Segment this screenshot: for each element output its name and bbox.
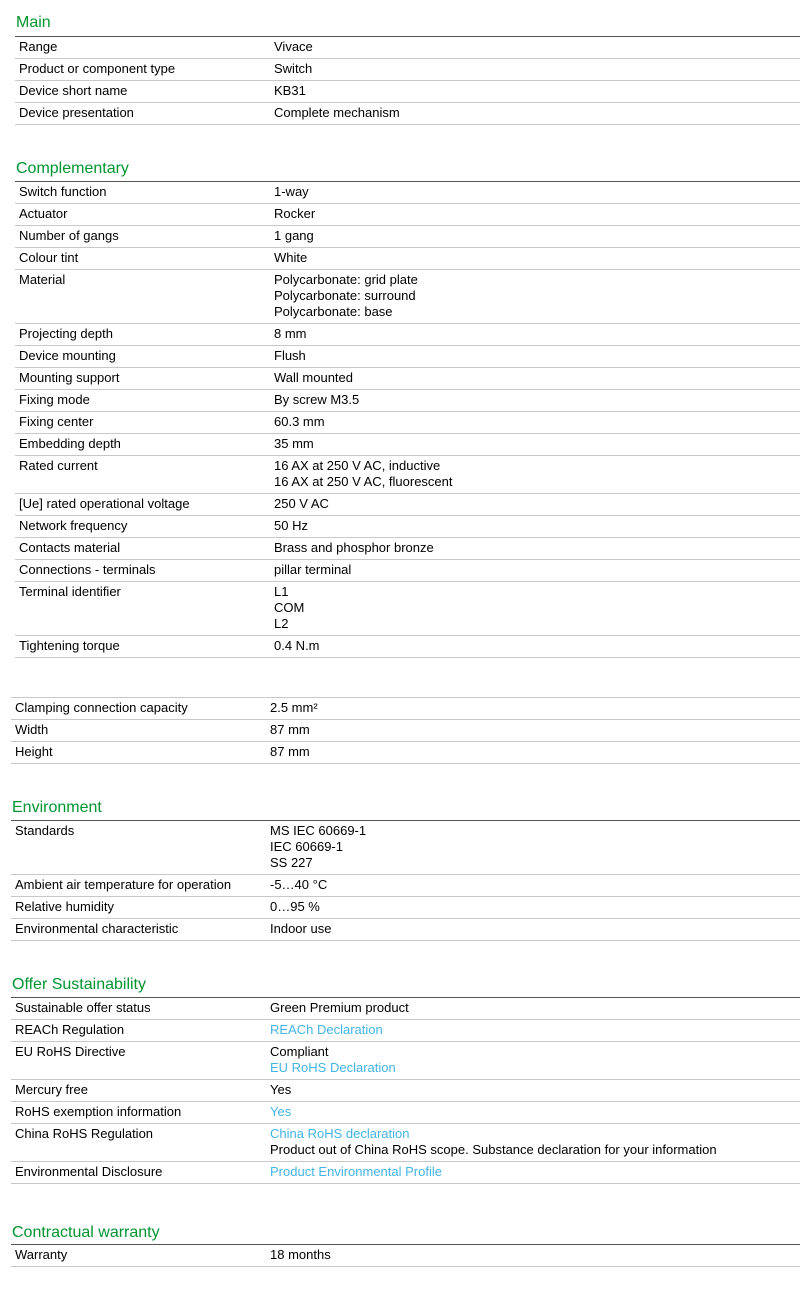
spec-table xyxy=(15,181,800,658)
spec-label: Switch function xyxy=(15,182,270,204)
section-title: Main xyxy=(16,14,51,31)
spec-row xyxy=(15,248,800,270)
spec-value xyxy=(266,698,800,720)
spec-label: EU RoHS Directive xyxy=(11,1042,266,1080)
spec-row xyxy=(15,516,800,538)
spec-value xyxy=(270,324,800,346)
spec-row xyxy=(15,456,800,494)
spec-value xyxy=(270,560,800,582)
spec-row xyxy=(15,494,800,516)
spec-value-link[interactable]: EU RoHS Declaration xyxy=(270,1060,396,1075)
spec-label: Range xyxy=(15,37,270,59)
spec-row xyxy=(15,582,800,636)
spec-row xyxy=(15,37,800,59)
spec-value-line: 1-way xyxy=(274,184,309,199)
spec-value-line: KB31 xyxy=(274,83,306,98)
spec-row xyxy=(11,720,800,742)
spec-label: Device mounting xyxy=(15,346,270,368)
spec-value-line: Green Premium product xyxy=(270,1000,409,1015)
spec-value-line: pillar terminal xyxy=(274,562,352,577)
spec-value-line: COM xyxy=(274,600,305,615)
spec-row xyxy=(11,1020,800,1042)
spec-value xyxy=(266,1245,800,1267)
spec-label: Product or component type xyxy=(15,59,270,81)
spec-value xyxy=(270,81,800,103)
spec-label: Embedding depth xyxy=(15,434,270,456)
spec-value-line: SS 227 xyxy=(270,855,313,870)
spec-value xyxy=(270,182,800,204)
spec-value xyxy=(270,538,800,560)
spec-value-line: Flush xyxy=(274,348,306,363)
spec-row xyxy=(11,919,800,941)
section-title: Offer Sustainability xyxy=(12,976,146,993)
spec-row xyxy=(15,81,800,103)
spec-value-line: Polycarbonate: surround xyxy=(274,288,416,303)
spec-value xyxy=(270,368,800,390)
spec-value-line: MS IEC 60669-1 xyxy=(270,823,367,838)
spec-value-line: Switch xyxy=(274,61,313,76)
spec-row xyxy=(15,368,800,390)
spec-value xyxy=(266,742,800,764)
spec-value-line: Complete mechanism xyxy=(274,105,400,120)
spec-table xyxy=(15,36,800,125)
spec-value xyxy=(270,494,800,516)
spec-value-line: Polycarbonate: base xyxy=(274,304,393,319)
spec-value xyxy=(270,204,800,226)
spec-value-line: Compliant xyxy=(270,1044,329,1059)
spec-value-line: Rocker xyxy=(274,206,316,221)
spec-label: Fixing center xyxy=(15,412,270,434)
spec-row xyxy=(15,103,800,125)
spec-label: Material xyxy=(15,270,270,324)
spec-value xyxy=(270,37,800,59)
spec-label: Clamping connection capacity xyxy=(11,698,266,720)
spec-value xyxy=(266,998,800,1020)
spec-row xyxy=(15,59,800,81)
spec-value-link[interactable]: REACh Declaration xyxy=(270,1022,383,1037)
spec-value-line: IEC 60669-1 xyxy=(270,839,343,854)
spec-row xyxy=(11,897,800,919)
spec-label: RoHS exemption information xyxy=(11,1102,266,1124)
spec-value-line: By screw M3.5 xyxy=(274,392,360,407)
spec-value xyxy=(266,1162,800,1184)
spec-row xyxy=(11,742,800,764)
spec-value xyxy=(266,919,800,941)
spec-value xyxy=(270,226,800,248)
spec-table xyxy=(11,697,800,764)
spec-label: Warranty xyxy=(11,1245,266,1267)
spec-value xyxy=(266,875,800,897)
spec-label: Tightening torque xyxy=(15,636,270,658)
spec-value-line: 50 Hz xyxy=(274,518,308,533)
spec-value xyxy=(266,1042,800,1080)
spec-label: Number of gangs xyxy=(15,226,270,248)
spec-table xyxy=(11,997,800,1184)
spec-value xyxy=(270,248,800,270)
spec-value xyxy=(266,1102,800,1124)
spec-row xyxy=(15,412,800,434)
spec-label: Mercury free xyxy=(11,1080,266,1102)
spec-label: Width xyxy=(11,720,266,742)
spec-row xyxy=(11,1162,800,1184)
section-title: Complementary xyxy=(16,160,129,177)
spec-row xyxy=(11,1080,800,1102)
spec-row xyxy=(15,560,800,582)
spec-label: [Ue] rated operational voltage xyxy=(15,494,270,516)
spec-row xyxy=(11,1245,800,1267)
spec-row xyxy=(11,998,800,1020)
spec-label: Relative humidity xyxy=(11,897,266,919)
spec-row xyxy=(11,1102,800,1124)
spec-label: REACh Regulation xyxy=(11,1020,266,1042)
spec-value-line: 250 V AC xyxy=(274,496,329,511)
spec-label: Sustainable offer status xyxy=(11,998,266,1020)
spec-label: Fixing mode xyxy=(15,390,270,412)
section-title: Environment xyxy=(12,799,102,816)
spec-table xyxy=(11,820,800,941)
spec-row xyxy=(11,1124,800,1162)
spec-value-line: -5…40 °C xyxy=(270,877,328,892)
section-title: Contractual warranty xyxy=(12,1224,160,1241)
spec-value-line: 60.3 mm xyxy=(274,414,325,429)
spec-value-line: L2 xyxy=(274,616,289,631)
spec-value-line: L1 xyxy=(274,584,289,599)
spec-value-line: 18 months xyxy=(270,1247,331,1262)
spec-value-line: Indoor use xyxy=(270,921,332,936)
spec-value xyxy=(270,434,800,456)
spec-value-line: Vivace xyxy=(274,39,313,54)
spec-value-line: 16 AX at 250 V AC, inductive xyxy=(274,458,441,473)
spec-row xyxy=(11,875,800,897)
spec-value-line: White xyxy=(274,250,308,265)
spec-value xyxy=(270,390,800,412)
spec-value xyxy=(270,412,800,434)
spec-value-line: Wall mounted xyxy=(274,370,353,385)
spec-table xyxy=(11,1244,800,1267)
spec-value xyxy=(270,103,800,125)
spec-value-line: Brass and phosphor bronze xyxy=(274,540,434,555)
spec-value-link[interactable]: Yes xyxy=(270,1104,292,1119)
spec-row xyxy=(15,390,800,412)
spec-value xyxy=(266,897,800,919)
spec-value xyxy=(266,1080,800,1102)
spec-label: Ambient air temperature for operation xyxy=(11,875,266,897)
spec-row xyxy=(15,636,800,658)
spec-row xyxy=(11,1042,800,1080)
spec-label: Terminal identifier xyxy=(15,582,270,636)
spec-label: Colour tint xyxy=(15,248,270,270)
spec-value-line: 1 gang xyxy=(274,228,314,243)
spec-value xyxy=(266,1124,800,1162)
spec-label: Device short name xyxy=(15,81,270,103)
spec-value-line: 8 mm xyxy=(274,326,307,341)
spec-value xyxy=(266,1020,800,1042)
spec-row xyxy=(15,538,800,560)
spec-row xyxy=(15,226,800,248)
spec-value-line: 87 mm xyxy=(270,744,310,759)
spec-label: Mounting support xyxy=(15,368,270,390)
spec-label: Environmental characteristic xyxy=(11,919,266,941)
spec-value xyxy=(270,636,800,658)
spec-label: Network frequency xyxy=(15,516,270,538)
spec-value-line: 0…95 % xyxy=(270,899,320,914)
spec-label: Device presentation xyxy=(15,103,270,125)
spec-row xyxy=(15,270,800,324)
spec-row xyxy=(15,204,800,226)
spec-row xyxy=(15,182,800,204)
spec-row xyxy=(15,346,800,368)
spec-value-link[interactable]: Product Environmental Profile xyxy=(270,1164,442,1179)
spec-label: Connections - terminals xyxy=(15,560,270,582)
spec-value-link[interactable]: China RoHS declaration xyxy=(270,1126,410,1141)
spec-value-line: Polycarbonate: grid plate xyxy=(274,272,418,287)
spec-value xyxy=(270,346,800,368)
spec-value xyxy=(266,720,800,742)
spec-value xyxy=(270,270,800,324)
spec-row xyxy=(11,821,800,875)
spec-value-line: 16 AX at 250 V AC, fluorescent xyxy=(274,474,453,489)
spec-value xyxy=(270,582,800,636)
spec-value-line: 2.5 mm² xyxy=(270,700,318,715)
spec-label: Environmental Disclosure xyxy=(11,1162,266,1184)
spec-label: China RoHS Regulation xyxy=(11,1124,266,1162)
spec-row xyxy=(15,324,800,346)
spec-value xyxy=(270,516,800,538)
spec-value xyxy=(270,59,800,81)
spec-label: Height xyxy=(11,742,266,764)
spec-value xyxy=(266,821,800,875)
spec-row xyxy=(11,698,800,720)
spec-label: Projecting depth xyxy=(15,324,270,346)
spec-label: Contacts material xyxy=(15,538,270,560)
spec-value-line: 35 mm xyxy=(274,436,314,451)
spec-value-line: Product out of China RoHS scope. Substance declaration for your information xyxy=(270,1142,717,1157)
spec-row xyxy=(15,434,800,456)
spec-label: Actuator xyxy=(15,204,270,226)
spec-value-line: 87 mm xyxy=(270,722,310,737)
spec-value-line: 0.4 N.m xyxy=(274,638,320,653)
spec-value xyxy=(270,456,800,494)
spec-value-line: Yes xyxy=(270,1082,292,1097)
spec-label: Standards xyxy=(11,821,266,875)
spec-label: Rated current xyxy=(15,456,270,494)
